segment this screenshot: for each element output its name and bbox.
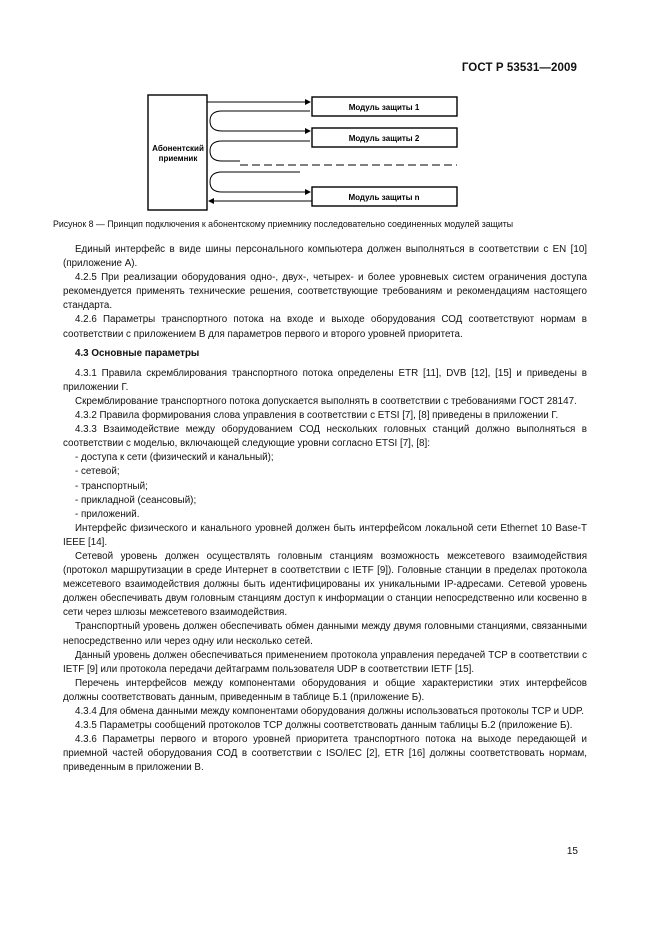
paragraph: 4.2.5 При реализации оборудования одно-, двух-, четырех- и более уровневых систем ограничения доступа рекомендуется применять технические решения, соответствующие требованиям и рекомендациям настоящего стандарта. <box>63 272 587 312</box>
section-heading: 4.3 Основные параметры <box>75 347 200 359</box>
paragraph: Интерфейс физического и канального уровней должен быть интерфейсом локальной сети Ethernet 10 Base-T IEEE [14]. <box>63 522 587 548</box>
paragraph: Данный уровень должен обеспечиваться применением протокола управления передачей TCP в соответствии с IETF [9] или протокола передачи дейтаграмм пользователя UDP в соответствии IETF [15]. <box>63 649 587 675</box>
list-item: - транспортный; <box>75 480 148 492</box>
loop-dashed-n <box>210 172 310 192</box>
paragraph: Единый интерфейс в виде шины персонального компьютера должен выполняться в соответствии с EN [10] (приложение А). <box>63 244 587 270</box>
paragraph: 4.3.4 Для обмена данными между компонентами оборудования должны использоваться протоколы TCP и UDP. <box>75 706 585 717</box>
list-item: - прикладной (сеансовый); <box>75 494 197 506</box>
paragraph: Скремблирование транспортного потока допускается выполнять в соответствии с требованиями ГОСТ 28147. <box>75 395 577 407</box>
module-label-2: Модуль защиты 2 <box>348 134 420 143</box>
document-code: ГОСТ Р 53531—2009 <box>461 62 577 74</box>
paragraph: 4.3.1 Правила скремблирования транспортного потока определены ETR [11], DVB [12], [15] и приведены в приложении Г. <box>63 367 587 393</box>
connection-diagram <box>0 0 661 230</box>
document-body <box>63 243 587 775</box>
figure-caption: Рисунок 8 — Принцип подключения к абонентскому приемнику последовательно соединенных модулей защиты <box>53 219 514 229</box>
paragraph: Транспортный уровень должен обеспечивать обмен данными между двумя головными станциями, связанными непосредственно или через одну или несколько сетей. <box>63 621 587 647</box>
paragraph: Сетевой уровень должен осуществлять головным станциям возможность межсетевого взаимодействия (протокол маршрутизации в среде Интернет в соответствии с IETF [9]). Головные станции в пределах протокола межсетевого взаимодействия должны быть идентифицированы их уникальными IP-адресами. Сетевой уровень должен обеспечивать двум головным станциям доступ к информации о станции непосредственно или косвенно в сети через шлюзы межсетевого взаимодействия. <box>63 550 587 619</box>
loop-2-dashed <box>210 141 310 161</box>
module-label-1: Модуль защиты 1 <box>348 103 420 112</box>
paragraph: 4.2.6 Параметры транспортного потока на входе и выходе оборудования СОД соответствуют нормам в соответствии с приложением В для параметров первого и второго уровней приоритета. <box>63 314 587 340</box>
receiver-label-line1: Абонентский <box>152 144 204 153</box>
list-item: - сетевой; <box>75 466 120 478</box>
paragraph: 4.3.6 Параметры первого и второго уровней приоритета транспортного потока на выходе передающей и приемной частей оборудования СОД в соответствии с ISO/IEC [2], ETR [16] должны соответствовать нормам, приведенным в приложении В. <box>63 734 587 774</box>
paragraph: 4.3.3 Взаимодействие между оборудованием СОД нескольких головных станций должно выполняться в соответствии с моделью, включающей следующие уровни согласно ETSI [7], [8]: <box>63 424 587 450</box>
page-number: 15 <box>566 846 578 857</box>
list-item: - доступа к сети (физический и канальный); <box>75 452 274 464</box>
paragraph: 4.3.2 Правила формирования слова управления в соответствии с ETSI [7], [8] приведены в приложении Г. <box>75 410 559 422</box>
module-label-n: Модуль защиты n <box>348 193 420 202</box>
paragraph: 4.3.5 Параметры сообщений протоколов TCP должны соответствовать данным таблицы Б.2 (приложение Б). <box>75 720 573 732</box>
loop-1-2 <box>210 111 310 131</box>
paragraph: Перечень интерфейсов между компонентами оборудования и общие характеристики этих интерфейсов должны соответствовать данным, приведенным в таблице Б.1 (приложение Б). <box>63 677 587 703</box>
list-item: - приложений. <box>75 508 140 520</box>
receiver-label-line2: приемник <box>158 154 198 163</box>
